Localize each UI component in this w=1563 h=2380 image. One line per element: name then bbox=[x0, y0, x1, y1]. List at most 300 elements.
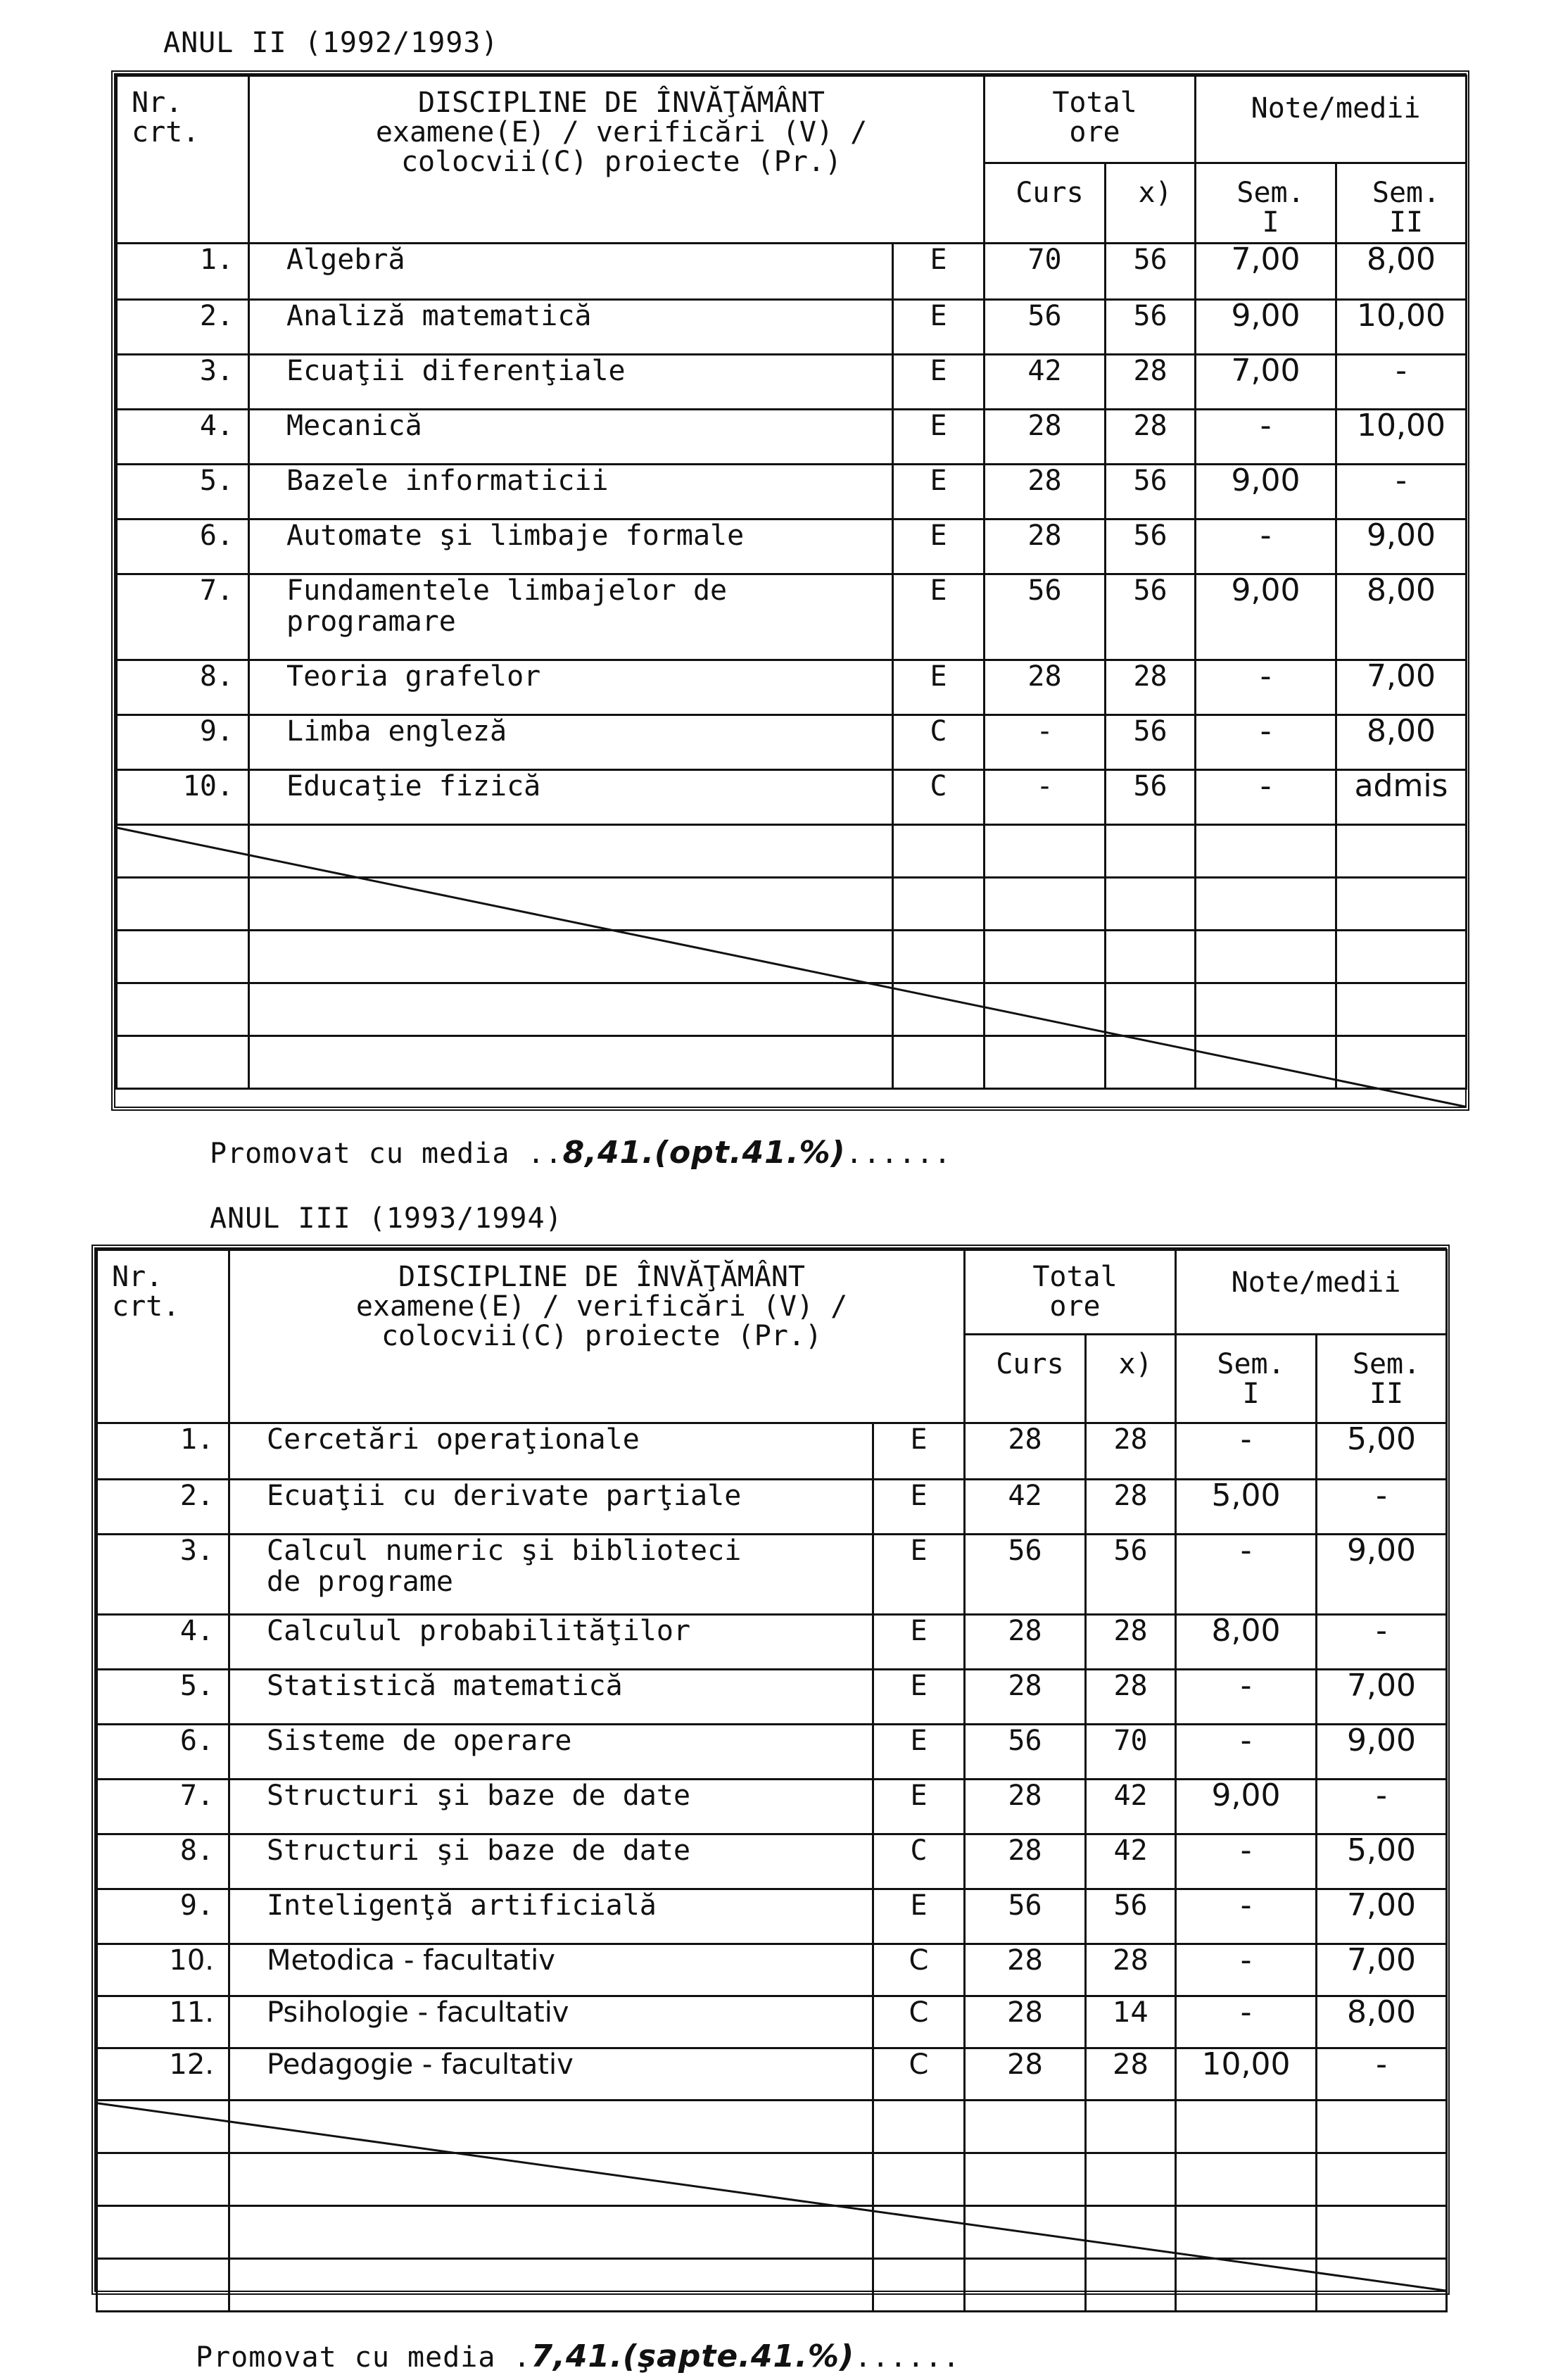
exam-type-text: E bbox=[930, 660, 947, 693]
grade-sem-2-text: 8,00 bbox=[1347, 1996, 1417, 2030]
grade-sem-1 bbox=[1176, 1834, 1317, 1889]
grade-sem-1 bbox=[1176, 1535, 1317, 1615]
discipline-name bbox=[229, 1834, 873, 1889]
exam-type bbox=[893, 465, 985, 520]
header-disc-line2: examene(E) / verificări (V) / bbox=[375, 116, 868, 149]
table-row bbox=[117, 660, 1467, 715]
grade-sem-2 bbox=[1336, 520, 1467, 574]
exam-type-text: E bbox=[910, 1535, 928, 1567]
hours-x-text: 56 bbox=[1133, 300, 1167, 332]
empty-cell bbox=[1086, 2259, 1176, 2312]
row-number bbox=[97, 1725, 229, 1780]
year-2-promo-value: 8,41.(opt.41.%) bbox=[562, 1135, 846, 1171]
row-number bbox=[117, 520, 249, 574]
hours-course-text: 28 bbox=[1008, 1615, 1042, 1647]
empty-cell bbox=[1086, 2153, 1176, 2206]
empty-cell bbox=[1336, 983, 1467, 1036]
empty-cell bbox=[97, 2206, 229, 2259]
hours-course-text: - bbox=[1036, 770, 1053, 802]
grade-sem-2-text: 5,00 bbox=[1347, 1834, 1417, 1868]
grade-sem-2 bbox=[1317, 1423, 1447, 1480]
discipline-name-text: Sisteme de operare bbox=[267, 1725, 572, 1757]
grade-sem-2-text: 7,00 bbox=[1347, 1669, 1417, 1704]
empty-cell bbox=[1106, 825, 1196, 878]
hours-course-text: 28 bbox=[1008, 1423, 1042, 1456]
exam-type-text: E bbox=[930, 244, 947, 276]
discipline-name-text: Teoria grafelor bbox=[286, 660, 541, 693]
header-disc-line3: colocvii(C) proiecte (Pr.) bbox=[400, 146, 842, 178]
empty-cell bbox=[97, 2101, 229, 2153]
hours-course-text: 28 bbox=[1008, 1670, 1042, 1702]
grade-sem-1 bbox=[1196, 244, 1336, 300]
grade-sem-1 bbox=[1196, 660, 1336, 715]
empty-cell bbox=[117, 825, 249, 878]
empty-table-row bbox=[117, 825, 1467, 878]
discipline-name-text: Analiză matematică bbox=[286, 300, 592, 332]
header-sem-1 bbox=[1196, 163, 1336, 244]
empty-cell bbox=[985, 878, 1106, 931]
grade-sem-2-text: - bbox=[1396, 464, 1407, 498]
exam-type bbox=[893, 660, 985, 715]
table-row bbox=[97, 1889, 1447, 1944]
row-number-text: 5. bbox=[179, 1670, 214, 1702]
grade-sem-1-text: - bbox=[1240, 1534, 1252, 1568]
exam-type-text: E bbox=[930, 355, 947, 387]
row-number-text: 6. bbox=[179, 1725, 214, 1757]
hours-course bbox=[965, 1944, 1086, 1996]
exam-type-text: E bbox=[930, 300, 947, 332]
hours-course bbox=[985, 300, 1106, 355]
hours-course bbox=[965, 1670, 1086, 1725]
row-number bbox=[117, 300, 249, 355]
row-number bbox=[97, 1423, 229, 1480]
hours-course bbox=[965, 1480, 1086, 1535]
header-disciplines bbox=[229, 1250, 965, 1423]
year-2-title: ANUL II (1992/1993) bbox=[163, 27, 499, 59]
exam-type-text: C bbox=[930, 770, 947, 802]
grade-sem-1 bbox=[1196, 465, 1336, 520]
table-row bbox=[117, 244, 1467, 300]
hours-course-text: 70 bbox=[1027, 244, 1062, 276]
empty-cell bbox=[1086, 2101, 1176, 2153]
discipline-name bbox=[229, 1889, 873, 1944]
grade-sem-2 bbox=[1336, 465, 1467, 520]
year-2-promo-label: Promovat cu media .. bbox=[210, 1138, 563, 1170]
hours-x bbox=[1086, 1834, 1176, 1889]
hours-course bbox=[965, 1423, 1086, 1480]
grade-sem-1 bbox=[1176, 1423, 1317, 1480]
hours-course-text: - bbox=[1036, 715, 1053, 748]
year-2-promotion bbox=[210, 1135, 951, 1171]
year-3-table-frame bbox=[91, 1245, 1450, 2295]
table-row bbox=[97, 1423, 1447, 1480]
discipline-name bbox=[229, 1944, 873, 1996]
table-row bbox=[97, 1480, 1447, 1535]
discipline-name bbox=[229, 1423, 873, 1480]
exam-type bbox=[873, 1615, 965, 1670]
hours-x-text: 14 bbox=[1113, 1996, 1148, 2029]
exam-type bbox=[873, 1780, 965, 1834]
hours-x bbox=[1086, 1725, 1176, 1780]
exam-type-text: E bbox=[910, 1480, 928, 1512]
table-row bbox=[97, 1996, 1447, 2048]
hours-course bbox=[965, 2048, 1086, 2101]
year-2-grades-table bbox=[115, 75, 1467, 1090]
grade-sem-2 bbox=[1317, 1996, 1447, 2048]
hours-x bbox=[1086, 2048, 1176, 2101]
row-number bbox=[97, 1996, 229, 2048]
row-number-text: 9. bbox=[179, 1889, 214, 1922]
grade-sem-2-text: 8,00 bbox=[1367, 574, 1436, 608]
grade-sem-1 bbox=[1196, 410, 1336, 465]
hours-course bbox=[965, 1725, 1086, 1780]
hours-x-text: 28 bbox=[1113, 1944, 1148, 1977]
header-nr-label: Nr. bbox=[112, 1261, 163, 1293]
header-ore-label: ore bbox=[1069, 116, 1120, 149]
grade-sem-1 bbox=[1176, 1780, 1317, 1834]
hours-course-text: 56 bbox=[1027, 300, 1062, 332]
grade-sem-1 bbox=[1176, 1944, 1317, 1996]
empty-cell bbox=[229, 2206, 873, 2259]
hours-course bbox=[965, 1996, 1086, 2048]
discipline-name-text: Statistică matematică bbox=[267, 1670, 623, 1702]
hours-x bbox=[1106, 770, 1196, 825]
exam-type-text: E bbox=[910, 1615, 928, 1647]
header-curs: Curs bbox=[985, 163, 1106, 244]
grade-sem-2-text: 9,00 bbox=[1367, 519, 1436, 553]
hours-x bbox=[1086, 1615, 1176, 1670]
exam-type bbox=[873, 1889, 965, 1944]
grade-sem-2-text: 8,00 bbox=[1367, 243, 1436, 277]
grade-sem-1 bbox=[1196, 520, 1336, 574]
exam-type-text: C bbox=[910, 1834, 928, 1867]
grade-sem-1-text: - bbox=[1240, 1834, 1252, 1868]
grade-sem-1-text: - bbox=[1240, 1996, 1252, 2030]
discipline-name-text: Inteligenţă artificială bbox=[267, 1889, 657, 1922]
empty-cell bbox=[1317, 2259, 1447, 2312]
discipline-name bbox=[249, 465, 893, 520]
grade-sem-1-text: 7,00 bbox=[1231, 354, 1301, 389]
hours-x-text: 28 bbox=[1113, 1480, 1148, 1512]
grade-sem-1-text: 9,00 bbox=[1231, 464, 1301, 498]
table-row bbox=[117, 574, 1467, 660]
hours-course-text: 56 bbox=[1027, 574, 1062, 607]
row-number-text: 10. bbox=[169, 1944, 214, 1977]
grade-sem-2-text: - bbox=[1376, 1614, 1387, 1649]
hours-x bbox=[1086, 1670, 1176, 1725]
discipline-name-text: Structuri şi baze de date bbox=[267, 1834, 691, 1867]
exam-type bbox=[893, 574, 985, 660]
header-nr bbox=[117, 76, 249, 244]
empty-table-row bbox=[117, 931, 1467, 983]
row-number bbox=[97, 1670, 229, 1725]
header-disc-line2: examene(E) / verificări (V) / bbox=[355, 1290, 848, 1323]
hours-course bbox=[985, 660, 1106, 715]
header-crt-label: crt. bbox=[132, 116, 200, 149]
exam-type bbox=[893, 300, 985, 355]
header-total-hours bbox=[985, 76, 1196, 163]
exam-type-text: E bbox=[910, 1889, 928, 1922]
grade-sem-2-text: - bbox=[1376, 1779, 1387, 1813]
grade-sem-2 bbox=[1317, 1670, 1447, 1725]
empty-cell bbox=[1196, 878, 1336, 931]
grade-sem-2 bbox=[1317, 1834, 1447, 1889]
row-number bbox=[97, 1889, 229, 1944]
table-row bbox=[97, 1615, 1447, 1670]
empty-table-row bbox=[97, 2206, 1447, 2259]
empty-cell bbox=[965, 2101, 1086, 2153]
discipline-name-text-line2: de programe bbox=[267, 1566, 453, 1598]
hours-x-text: 70 bbox=[1113, 1725, 1148, 1757]
header-sem-2 bbox=[1317, 1335, 1447, 1423]
discipline-name bbox=[249, 244, 893, 300]
header-notes: Note/medii bbox=[1176, 1250, 1447, 1335]
empty-cell bbox=[1336, 931, 1467, 983]
empty-cell bbox=[1106, 878, 1196, 931]
empty-cell bbox=[249, 983, 893, 1036]
hours-x-text: 56 bbox=[1133, 465, 1167, 497]
table-row bbox=[97, 1535, 1447, 1615]
discipline-name-text: Mecanică bbox=[286, 410, 422, 442]
hours-x bbox=[1086, 1480, 1176, 1535]
exam-type bbox=[893, 244, 985, 300]
empty-table-row bbox=[117, 983, 1467, 1036]
header-sem-1 bbox=[1176, 1335, 1317, 1423]
empty-cell bbox=[229, 2259, 873, 2312]
exam-type bbox=[893, 410, 985, 465]
exam-type bbox=[873, 1670, 965, 1725]
grade-sem-2 bbox=[1336, 355, 1467, 410]
grade-sem-2 bbox=[1317, 1780, 1447, 1834]
header-sem1-number: I bbox=[1262, 206, 1279, 239]
row-number-text: 7. bbox=[179, 1780, 214, 1812]
header-x: x) bbox=[1086, 1335, 1176, 1423]
empty-cell bbox=[1196, 1036, 1336, 1089]
table-row bbox=[117, 715, 1467, 770]
grade-sem-2-text: 9,00 bbox=[1347, 1534, 1417, 1568]
hours-x-text: 56 bbox=[1133, 770, 1167, 802]
grade-sem-2 bbox=[1317, 1889, 1447, 1944]
exam-type-text: C bbox=[909, 2048, 929, 2081]
exam-type bbox=[873, 1423, 965, 1480]
discipline-name-text: Psihologie - facultativ bbox=[267, 1996, 569, 2029]
hours-course-text: 28 bbox=[1007, 1944, 1043, 1977]
discipline-name-text: Calculul probabilităţilor bbox=[267, 1615, 691, 1647]
hours-course bbox=[965, 1615, 1086, 1670]
empty-cell bbox=[893, 931, 985, 983]
grade-sem-2 bbox=[1336, 410, 1467, 465]
table-row bbox=[97, 2048, 1447, 2101]
year-3-grades-table bbox=[96, 1249, 1448, 2312]
empty-cell bbox=[1176, 2153, 1317, 2206]
empty-table-row bbox=[117, 1036, 1467, 1089]
table-row bbox=[117, 520, 1467, 574]
row-number-text: 10. bbox=[182, 770, 234, 802]
table-row bbox=[97, 1834, 1447, 1889]
row-number bbox=[117, 244, 249, 300]
discipline-name-text: Pedagogie - facultativ bbox=[267, 2048, 574, 2081]
grade-sem-2 bbox=[1317, 1944, 1447, 1996]
empty-cell bbox=[1176, 2101, 1317, 2153]
hours-course bbox=[985, 465, 1106, 520]
hours-course-text: 28 bbox=[1027, 520, 1062, 552]
empty-cell bbox=[249, 931, 893, 983]
empty-cell bbox=[873, 2259, 965, 2312]
grade-sem-2-text: - bbox=[1396, 354, 1407, 389]
hours-x-text: 28 bbox=[1113, 2048, 1148, 2081]
grade-sem-1-text: - bbox=[1260, 714, 1272, 749]
hours-x bbox=[1086, 1423, 1176, 1480]
header-ore-label: ore bbox=[1049, 1290, 1101, 1323]
exam-type-text: C bbox=[930, 715, 947, 748]
empty-cell bbox=[117, 983, 249, 1036]
discipline-name-text: Educaţie fizică bbox=[286, 770, 541, 802]
hours-course bbox=[985, 715, 1106, 770]
grade-sem-2 bbox=[1317, 1725, 1447, 1780]
empty-cell bbox=[229, 2101, 873, 2153]
grade-sem-1 bbox=[1176, 1725, 1317, 1780]
year-3-promo-dots: ...... bbox=[854, 2341, 961, 2374]
header-total-hours bbox=[965, 1250, 1176, 1335]
header-curs: Curs bbox=[965, 1335, 1086, 1423]
hours-x-text: 56 bbox=[1133, 244, 1167, 276]
discipline-name bbox=[229, 1480, 873, 1535]
grade-sem-1 bbox=[1196, 355, 1336, 410]
row-number bbox=[117, 410, 249, 465]
hours-x bbox=[1106, 520, 1196, 574]
grade-sem-1-text: 7,00 bbox=[1231, 243, 1301, 277]
exam-type bbox=[873, 2048, 965, 2101]
empty-cell bbox=[893, 1036, 985, 1089]
exam-type-text: C bbox=[909, 1944, 929, 1977]
discipline-name bbox=[249, 770, 893, 825]
hours-course-text: 56 bbox=[1008, 1535, 1042, 1567]
hours-course bbox=[965, 1889, 1086, 1944]
header-total-label: Total bbox=[1032, 1261, 1118, 1293]
year-2-promo-dots: ...... bbox=[845, 1138, 952, 1170]
hours-x bbox=[1106, 355, 1196, 410]
grade-sem-2 bbox=[1336, 244, 1467, 300]
row-number-text: 4. bbox=[199, 410, 234, 442]
row-number-text: 6. bbox=[199, 520, 234, 552]
grade-sem-1 bbox=[1196, 300, 1336, 355]
hours-x-text: 56 bbox=[1113, 1535, 1148, 1567]
hours-x bbox=[1086, 1996, 1176, 2048]
grade-sem-1-text: 9,00 bbox=[1231, 299, 1301, 334]
header-sem2-label: Sem. bbox=[1352, 1348, 1421, 1380]
year-2-table-frame bbox=[111, 70, 1469, 1111]
exam-type bbox=[893, 355, 985, 410]
hours-course bbox=[985, 770, 1106, 825]
header-sem1-label: Sem. bbox=[1217, 1348, 1285, 1380]
exam-type bbox=[873, 1834, 965, 1889]
row-number-text: 7. bbox=[199, 574, 234, 607]
header-nr bbox=[97, 1250, 229, 1423]
grade-sem-2 bbox=[1317, 1480, 1447, 1535]
exam-type-text: E bbox=[930, 410, 947, 442]
empty-cell bbox=[249, 825, 893, 878]
table-row bbox=[117, 465, 1467, 520]
hours-course-text: 42 bbox=[1027, 355, 1062, 387]
discipline-name-text: Metodica - facultativ bbox=[267, 1944, 555, 1977]
exam-type bbox=[873, 1996, 965, 2048]
row-number-text: 2. bbox=[199, 300, 234, 332]
empty-cell bbox=[1106, 1036, 1196, 1089]
empty-cell bbox=[873, 2153, 965, 2206]
row-number-text: 5. bbox=[199, 465, 234, 497]
header-disc-title: DISCIPLINE DE ÎNVĂŢĂMÂNT bbox=[418, 87, 825, 119]
exam-type-text: E bbox=[910, 1670, 928, 1702]
discipline-name bbox=[229, 1996, 873, 2048]
empty-cell bbox=[985, 931, 1106, 983]
table-row bbox=[117, 355, 1467, 410]
discipline-name bbox=[249, 715, 893, 770]
hours-course-text: 28 bbox=[1008, 1780, 1042, 1812]
exam-type bbox=[873, 1535, 965, 1615]
row-number bbox=[97, 1834, 229, 1889]
empty-cell bbox=[873, 2101, 965, 2153]
discipline-name bbox=[229, 1780, 873, 1834]
header-sem1-label: Sem. bbox=[1236, 177, 1305, 209]
header-sem2-label: Sem. bbox=[1372, 177, 1441, 209]
grade-sem-2-text: 10,00 bbox=[1357, 299, 1446, 334]
discipline-name-text: Limba engleză bbox=[286, 715, 507, 748]
grade-sem-2 bbox=[1336, 574, 1467, 660]
grade-sem-2-text: 5,00 bbox=[1347, 1423, 1417, 1457]
grade-sem-1-text: - bbox=[1240, 1423, 1252, 1457]
year-3-promo-label: Promovat cu media . bbox=[196, 2341, 531, 2374]
row-number-text: 1. bbox=[199, 244, 234, 276]
exam-type-text: E bbox=[910, 1725, 928, 1757]
empty-cell bbox=[249, 878, 893, 931]
empty-cell bbox=[1317, 2101, 1447, 2153]
discipline-name bbox=[229, 1615, 873, 1670]
grade-sem-1-text: 8,00 bbox=[1211, 1614, 1281, 1649]
empty-cell bbox=[1176, 2259, 1317, 2312]
grade-sem-1-text: - bbox=[1260, 519, 1272, 553]
empty-cell bbox=[965, 2259, 1086, 2312]
empty-cell bbox=[965, 2206, 1086, 2259]
table-row bbox=[117, 410, 1467, 465]
row-number bbox=[97, 2048, 229, 2101]
empty-cell bbox=[985, 1036, 1106, 1089]
table-row bbox=[97, 1780, 1447, 1834]
grade-sem-2 bbox=[1336, 770, 1467, 825]
row-number-text: 12. bbox=[169, 2048, 214, 2081]
header-crt-label: crt. bbox=[112, 1290, 180, 1323]
grade-sem-2 bbox=[1317, 2048, 1447, 2101]
discipline-name bbox=[249, 660, 893, 715]
discipline-name bbox=[249, 355, 893, 410]
table-row bbox=[117, 300, 1467, 355]
hours-course-text: 28 bbox=[1007, 2048, 1043, 2081]
grade-sem-1 bbox=[1176, 1996, 1317, 2048]
empty-cell bbox=[965, 2153, 1086, 2206]
row-number bbox=[97, 1615, 229, 1670]
discipline-name bbox=[229, 1535, 873, 1615]
grade-sem-1 bbox=[1196, 770, 1336, 825]
discipline-name bbox=[249, 410, 893, 465]
empty-cell bbox=[1086, 2206, 1176, 2259]
grade-sem-1-text: - bbox=[1260, 409, 1272, 443]
hours-course-text: 28 bbox=[1027, 410, 1062, 442]
empty-cell bbox=[229, 2153, 873, 2206]
empty-cell bbox=[893, 983, 985, 1036]
hours-course bbox=[965, 1834, 1086, 1889]
discipline-name-text: Ecuaţii cu derivate parţiale bbox=[267, 1480, 742, 1512]
empty-cell bbox=[1106, 983, 1196, 1036]
grade-sem-1 bbox=[1176, 1615, 1317, 1670]
